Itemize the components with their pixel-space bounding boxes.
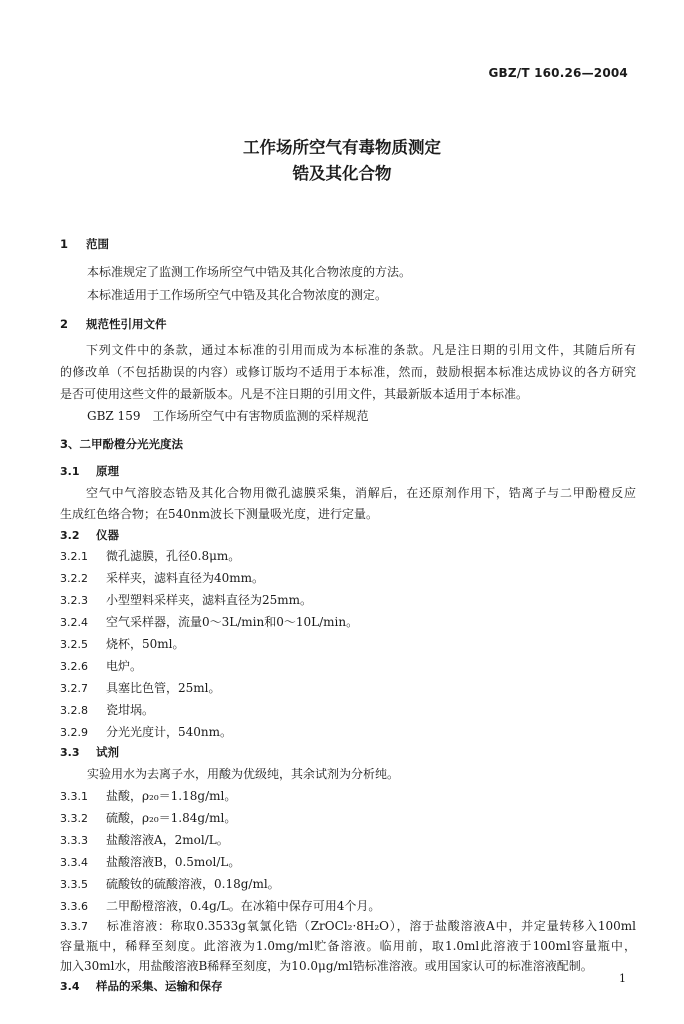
normative-reference: GBZ 159 工作场所空气中有害物质监测的采样规范 (87, 409, 369, 423)
list-item: 3.2.3 小型塑料采样夹，滤料直径为25mm。 (60, 593, 313, 607)
section-3-4-heading: 3.4 样品的采集、运输和保存 (60, 979, 223, 993)
list-item: 3.2.9 分光光度计，540nm。 (60, 725, 233, 739)
list-item: 3.2.1 微孔滤膜，孔径0.8μm。 (60, 549, 241, 563)
list-item: 3.2.2 采样夹，滤料直径为40mm。 (60, 571, 265, 585)
list-item: 3.2.6 电炉。 (60, 659, 143, 673)
section-1-heading: 1 范围 (60, 237, 109, 251)
section-3-3-heading: 3.3 试剂 (60, 745, 119, 759)
list-item-3-3-7-line-3: 加入30ml水，用盐酸溶液B稀释至刻度，为10.0μg/ml锆标准溶液。或用国家认可的标准溶液配制。 (60, 959, 593, 973)
section-3-1-para-line-1: 空气中气溶胶态锆及其化合物用微孔滤膜采集，消解后，在还原剂作用下，锆离子与二甲酚橙反应 (86, 486, 636, 500)
section-1-para-1: 本标准规定了监测工作场所空气中锆及其化合物浓度的方法。 (87, 265, 412, 279)
list-item: 3.2.4 空气采样器，流量0～3L/min和0～10L/min。 (60, 615, 359, 629)
list-item: 3.3.3 盐酸溶液A，2mol/L。 (60, 833, 229, 847)
list-item: 3.2.8 瓷坩埚。 (60, 703, 155, 717)
document-title-line1: 工作场所空气有毒物质测定 (243, 138, 441, 157)
section-3-2-heading: 3.2 仪器 (60, 528, 119, 542)
list-item-3-3-7-line-1: 3.3.7 标准溶液：称取0.3533g氧氯化锆（ZrOCl₂·8H₂O），溶于盐酸溶液A中，并定量转移入100ml (60, 919, 636, 933)
page-number: 1 (619, 972, 626, 985)
list-item: 3.3.6 二甲酚橙溶液，0.4g/L。在冰箱中保存可用4个月。 (60, 899, 381, 913)
section-3-1-para-line-2: 生成红色络合物；在540nm波长下测量吸光度，进行定量。 (60, 507, 379, 521)
list-item: 3.3.4 盐酸溶液B，0.5mol/L。 (60, 855, 241, 869)
standard-code: GBZ/T 160.26—2004 (488, 66, 628, 80)
section-2-para-line-2: 的修改单（不包括勘误的内容）或修订版均不适用于本标准，然而，鼓励根据本标准达成协议的各方研究 (60, 365, 636, 379)
section-2-para-line-3: 是否可使用这些文件的最新版本。凡是不注日期的引用文件，其最新版本适用于本标准。 (60, 387, 529, 401)
list-item: 3.2.5 烧杯，50ml。 (60, 637, 185, 651)
section-3-1-heading: 3.1 原理 (60, 464, 119, 478)
section-3-heading: 3、二甲酚橙分光光度法 (60, 437, 184, 451)
section-1-para-2: 本标准适用于工作场所空气中锆及其化合物浓度的测定。 (87, 288, 388, 302)
list-item-3-3-7-line-2: 容量瓶中，稀释至刻度。此溶液为1.0mg/ml贮备溶液。临用前，取1.0ml此溶液于100ml容量瓶中， (60, 939, 636, 953)
section-3-3-intro: 实验用水为去离子水，用酸为优级纯，其余试剂为分析纯。 (87, 767, 400, 781)
section-2-para-line-1: 下列文件中的条款，通过本标准的引用而成为本标准的条款。凡是注日期的引用文件，其随后所有 (86, 343, 636, 357)
section-2-heading: 2 规范性引用文件 (60, 317, 167, 331)
list-item: 3.3.2 硫酸，ρ₂₀＝1.84g/ml。 (60, 811, 237, 825)
list-item: 3.2.7 具塞比色管，25ml。 (60, 681, 221, 695)
list-item: 3.3.5 硫酸钕的硫酸溶液，0.18g/ml。 (60, 877, 280, 891)
document-title-line2: 锆及其化合物 (292, 164, 392, 183)
list-item: 3.3.1 盐酸，ρ₂₀＝1.18g/ml。 (60, 789, 237, 803)
